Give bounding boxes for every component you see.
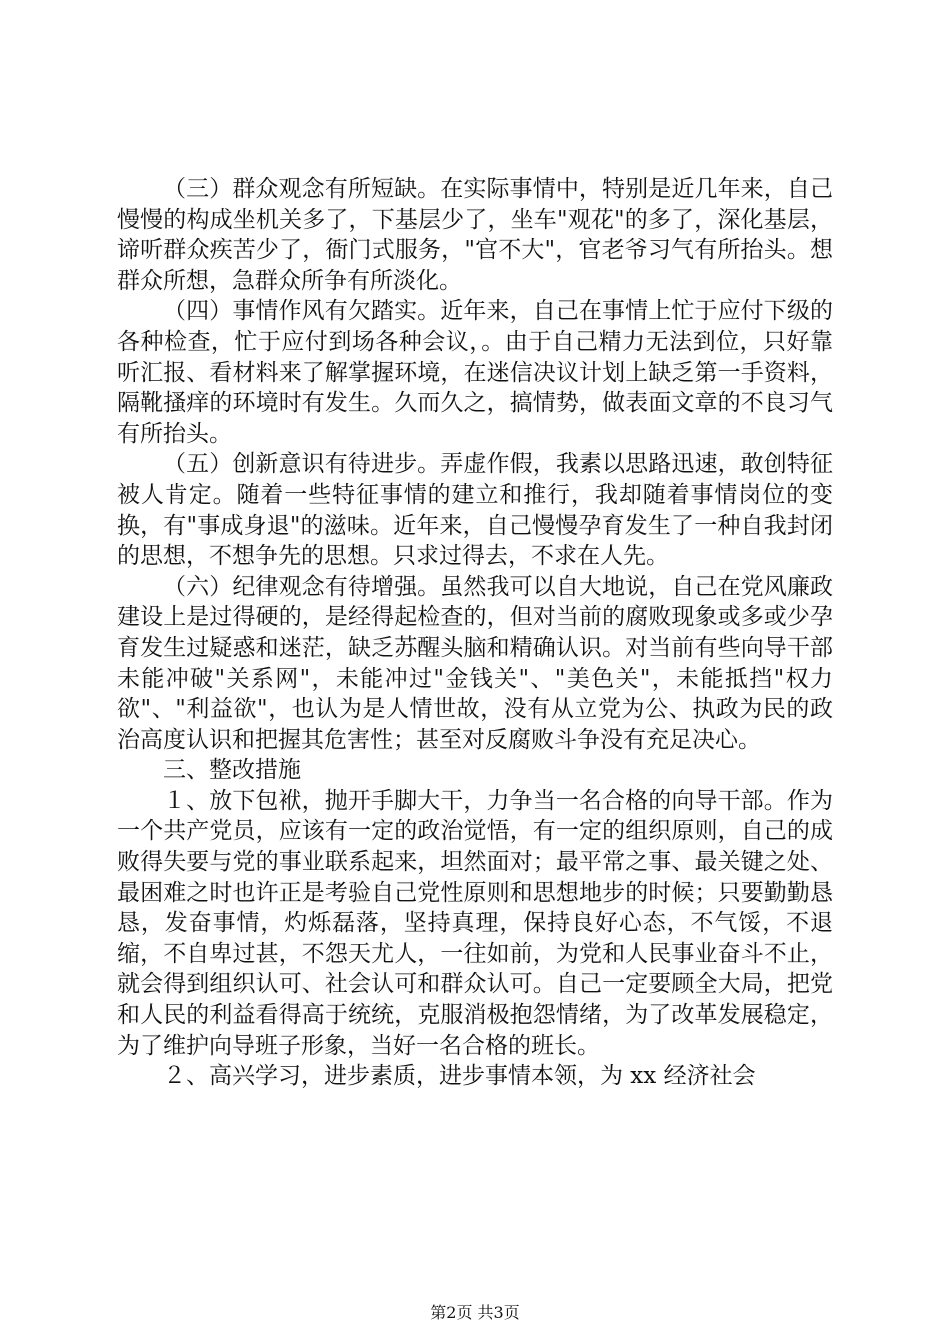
paragraph-mass-outlook: （三）群众观念有所短缺。在实际事情中，特别是近几年来，自己慢慢的构成坐机关多了，下基层少了，坐车"观花"的多了，深化基层，谛听群众疾苦少了，衙门式服务，"官不大"，官老爷习气有所抬头。想群众所想，急群众所争有所淡化。: [117, 176, 833, 294]
paragraph-work-style: （四）事情作风有欠踏实。近年来，自己在事情上忙于应付下级的各种检查，忙于应付到场各种会议，。由于自己精力无法到位，只好靠听汇报、看材料来了解掌握环境，在迷信决议计划上缺乏第一手资料，隔靴搔痒的环境时有发生。久而久之，搞情势，做表面文章的不良习气有所抬头。: [117, 298, 833, 447]
paragraph-measure-1: １、放下包袱，抛开手脚大干，力争当一名合格的向导干部。作为一个共产党员，应该有一定的政治觉悟，有一定的组织原则，自己的成败得失要与党的事业联系起来，坦然面对；最平常之事、最关键之处、最困难之时也许正是考验自己党性原则和思想地步的时候；只要勤勤恳恳，发奋事情，灼烁磊落，坚持真理，保持良好心态，不气馁，不退缩，不自卑过甚，不怨天尤人，一往如前，为党和人民事业奋斗不止，就会得到组织认可、社会认可和群众认可。自己一定要顾全大局，把党和人民的利益看得高于统统，克服消极抱怨情绪，为了改革发展稳定，为了维护向导班子形象，当好一名合格的班长。: [117, 787, 833, 1059]
document-body: [117, 174, 833, 1092]
paragraph-discipline: （六）纪律观念有待增强。虽然我可以自大地说，自己在党风廉政建设上是过得硬的，是经得起检查的，但对当前的腐败现象或多或少孕育发生过疑惑和迷茫，缺乏苏醒头脑和精确认识。对当前有些向导干部未能冲破"关系网"，未能冲过"金钱关"、"美色关"，未能抵挡"权力欲"、"利益欲"，也认为是人情世故，没有从立党为公、执政为民的政治高度认识和把握其危害性；甚至对反腐败斗争没有充足决心。: [117, 573, 833, 753]
paragraph-innovation: （五）创新意识有待进步。弄虚作假，我素以思路迅速，敢创特征被人肯定。随着一些特征事情的建立和推行，我却随着事情岗位的变换，有"事成身退"的滋味。近年来，自己慢慢孕育发生了一种自我封闭的思想，不想争先的思想。只求过得去，不求在人先。: [117, 451, 833, 570]
section-heading-rectification: 三、整改措施: [163, 757, 301, 784]
page-footer: 第2页 共3页: [430, 1303, 520, 1322]
paragraph-measure-2: ２、高兴学习，进步素质，进步事情本领，为 xx 经济社会: [163, 1063, 756, 1090]
